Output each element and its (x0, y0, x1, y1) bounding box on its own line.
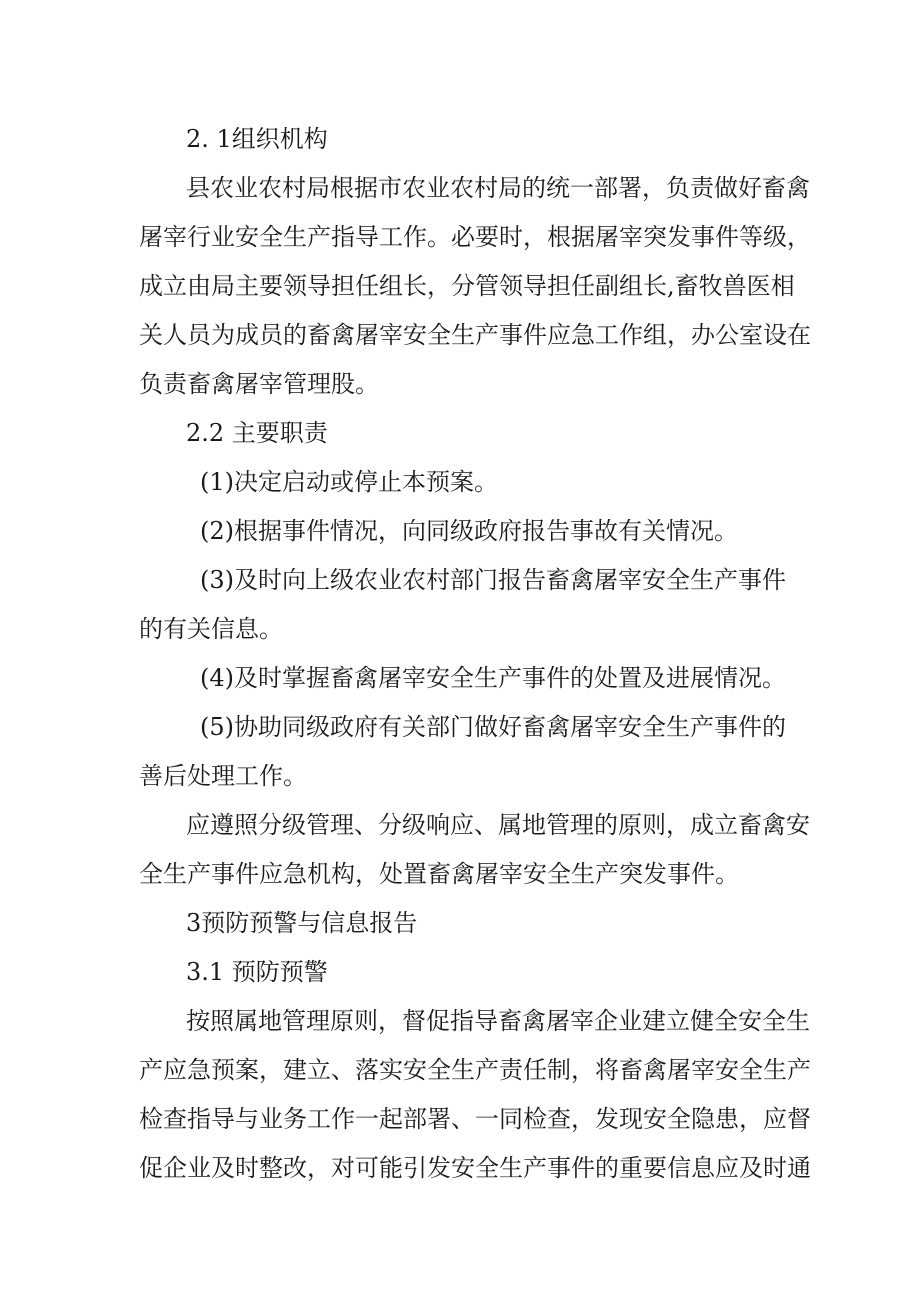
paragraph-line: 负责畜禽屠宰管理股。 (139, 370, 379, 398)
list-item: (2)根据事件情况，向同级政府报告事故有关情况。 (200, 517, 738, 545)
paragraph-line: 县农业农村局根据市农业农村局的统一部署，负责做好畜禽 (186, 174, 810, 202)
list-item: (5)协助同级政府有关部门做好畜禽屠宰安全生产事件的 (200, 713, 786, 741)
section-heading-3-1: 3.1 预防预警 (186, 958, 328, 986)
section-heading-3: 3预防预警与信息报告 (186, 909, 418, 937)
section-heading-2-1: 2. 1组织机构 (186, 125, 328, 153)
list-item-continuation: 的有关信息。 (139, 615, 283, 643)
list-item-continuation: 善后处理工作。 (139, 762, 307, 790)
section-heading-2-2: 2.2 主要职责 (186, 419, 328, 447)
list-item: (1)决定启动或停止本预案。 (200, 468, 498, 496)
list-item: (4)及时掌握畜禽屠宰安全生产事件的处置及进展情况。 (200, 664, 786, 692)
paragraph-line: 产应急预案，建立、落实安全生产责任制，将畜禽屠宰安全生产 (139, 1056, 811, 1084)
paragraph-line: 成立由局主要领导担任组长，分管领导担任副组长,畜牧兽医相 (139, 272, 795, 300)
list-item: (3)及时向上级农业农村部门报告畜禽屠宰安全生产事件 (200, 566, 786, 594)
paragraph-line: 屠宰行业安全生产指导工作。必要时，根据屠宰突发事件等级， (139, 223, 811, 251)
paragraph-line: 按照属地管理原则，督促指导畜禽屠宰企业建立健全安全生 (186, 1007, 810, 1035)
paragraph-line: 应遵照分级管理、分级响应、属地管理的原则，成立畜禽安 (186, 811, 810, 839)
paragraph-line: 促企业及时整改，对可能引发安全生产事件的重要信息应及时通 (139, 1154, 811, 1182)
paragraph-line: 全生产事件应急机构，处置畜禽屠宰安全生产突发事件。 (139, 860, 739, 888)
paragraph-line: 关人员为成员的畜禽屠宰安全生产事件应急工作组，办公室设在 (139, 321, 811, 349)
paragraph-line: 检查指导与业务工作一起部署、一同检查，发现安全隐患，应督 (139, 1105, 811, 1133)
